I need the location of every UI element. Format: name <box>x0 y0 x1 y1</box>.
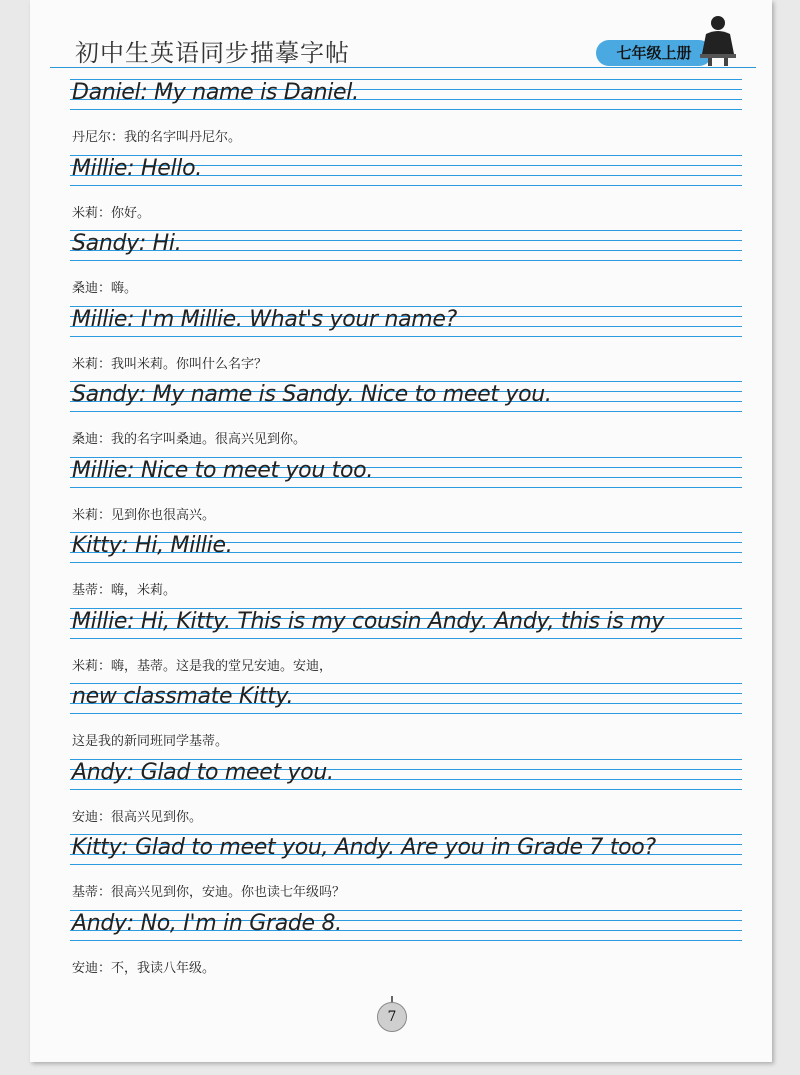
workbook-page <box>30 0 772 1062</box>
chinese-translation: 基蒂：嗨，米莉。 <box>72 583 177 598</box>
chinese-translation: 安迪：很高兴见到你。 <box>72 809 203 825</box>
english-line: new classmate Kitty. <box>72 684 294 709</box>
english-line: Kitty: Glad to meet you, Andy. Are you in Grade 7 too? <box>72 835 656 860</box>
english-line: Sandy: My name is Sandy. Nice to meet you. <box>72 382 552 407</box>
grade-badge: 七年级上册 <box>596 40 712 66</box>
english-line: Millie: Hi, Kitty. This is my cousin Andy. Andy, this is my <box>72 608 665 634</box>
english-line: Sandy: Hi. <box>72 231 182 256</box>
english-line: Andy: Glad to meet you. <box>72 759 334 785</box>
page-title: 初中生英语同步描摹字帖 <box>75 39 350 67</box>
english-line: Millie: Nice to meet you too. <box>72 457 374 483</box>
page-number: 7 <box>377 1002 407 1032</box>
chinese-translation: 安迪：不，我读八年级。 <box>72 960 216 976</box>
chinese-translation: 米莉：你好。 <box>72 205 151 221</box>
chinese-translation: 米莉：我叫米莉。你叫什么名字？ <box>72 356 268 372</box>
chinese-translation: 这是我的新同班同学基蒂。 <box>72 734 229 749</box>
chinese-translation: 米莉：见到你也很高兴。 <box>72 507 216 523</box>
chinese-translation: 基蒂：很高兴见到你，安迪。你也读七年级吗？ <box>72 885 346 900</box>
english-line: Daniel: My name is Daniel. <box>72 80 359 105</box>
chinese-translation: 丹尼尔：我的名字叫丹尼尔。 <box>72 130 242 145</box>
english-line: Andy: No, I'm in Grade 8. <box>72 910 342 936</box>
header-rule <box>50 67 756 68</box>
chinese-translation: 桑迪：嗨。 <box>72 281 138 296</box>
chinese-translation: 米莉：嗨，基蒂。这是我的堂兄安迪。安迪， <box>72 658 333 674</box>
english-line: Millie: I'm Millie. What's your name? <box>72 306 458 332</box>
english-line: Kitty: Hi, Millie. <box>72 533 233 558</box>
english-line: Millie: Hello. <box>72 155 202 181</box>
chinese-translation: 桑迪：我的名字叫桑迪。很高兴见到你。 <box>72 432 307 447</box>
student-figure-icon <box>698 14 738 68</box>
